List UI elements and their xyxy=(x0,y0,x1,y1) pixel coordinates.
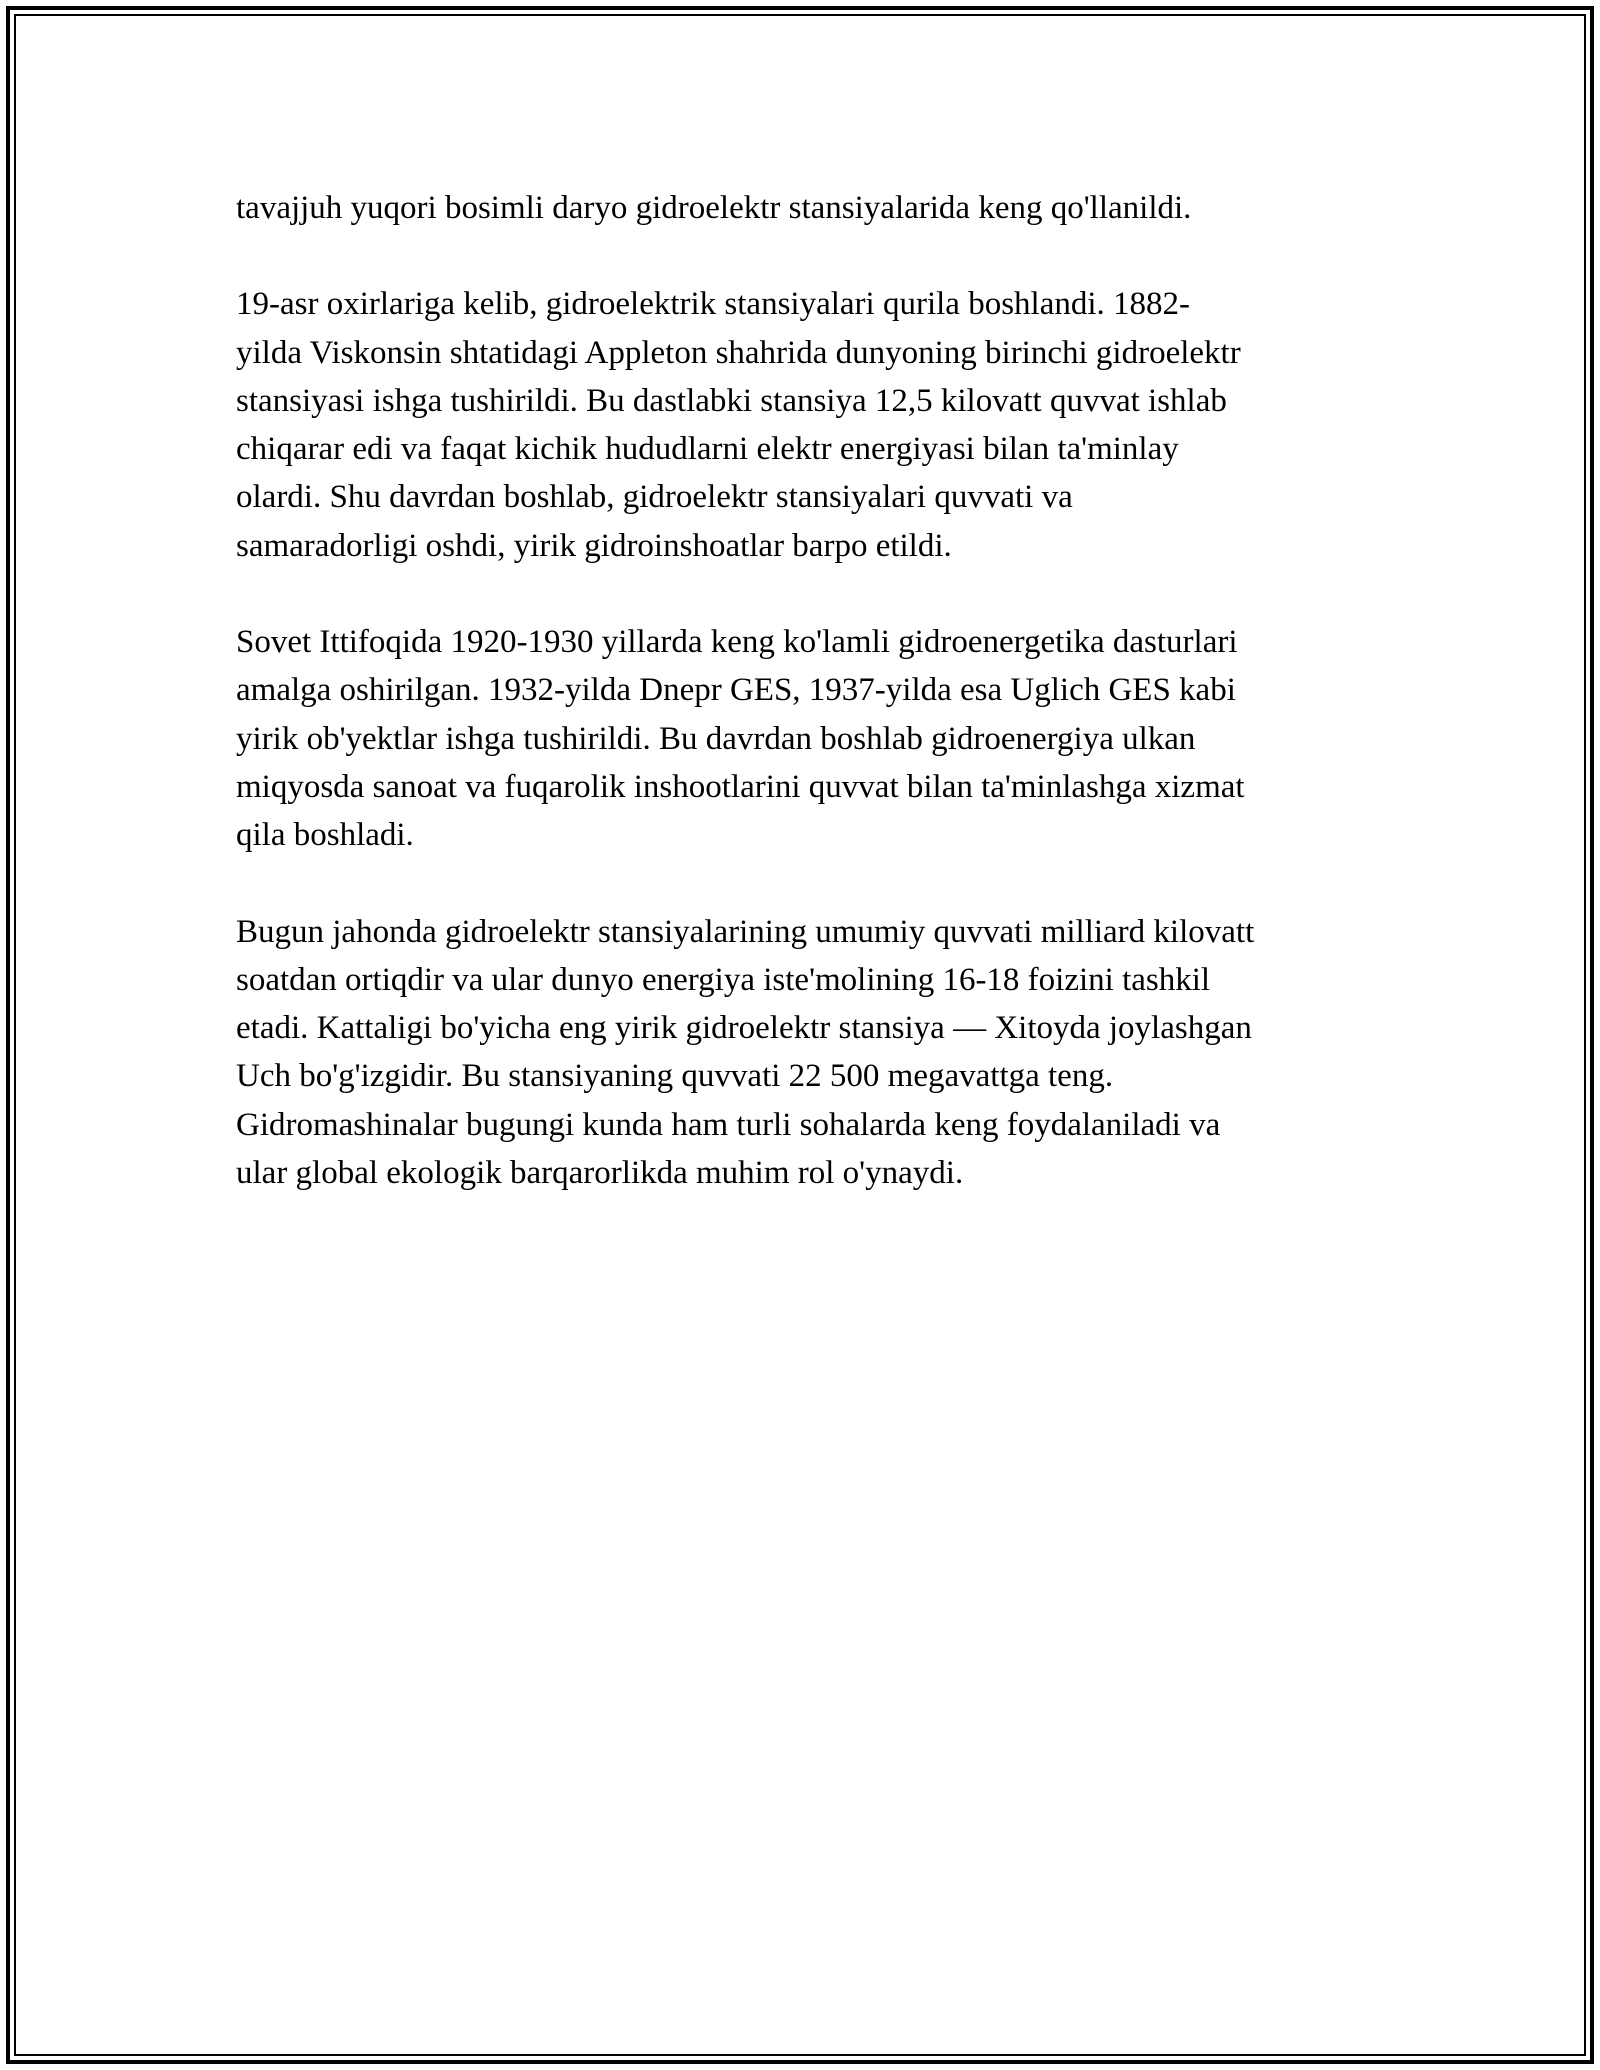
paragraph-history-1882: 19-asr oxirlariga kelib, gidroelektrik stansiyalari qurila boshlandi. 1882- yilda Viskonsin shtatidagi Appleton shahrida dunyoning birinchi gidroelektr stansiyasi ishga tushirildi. Bu dastlabki stansiya 12,5 kilovatt quvvat ishlab chiqarar edi va faqat kichik hududlarni elektr energiyasi bilan ta'minlay olardi. Shu davrdan boshlab, gidroelektr stansiyalari quvvati va samaradorligi oshdi, yirik gidroinshoatlar barpo etildi. xyxy=(236,286,1241,564)
paragraph-today: Bugun jahonda gidroelektr stansiyalarining umumiy quvvati milliard kilovatt soatdan ortiqdir va ular dunyo energiya iste'molining 16-18 foizini tashkil etadi. Kattaligi bo'yicha eng yirik gidroelektr stansiya — Xitoyda joylashgan Uch bo'g'izgidir. Bu stansiyaning quvvati 22 500 megavattga teng. Gidromashinalar bugungi kunda ham turli sohalarda keng foydalaniladi va ular global ekologik barqarorlikda muhim rol o'ynaydi. xyxy=(236,913,1255,1192)
paragraph-soviet-union: Sovet Ittifoqida 1920-1930 yillarda keng ko'lamli gidroenergetika dasturlari amalga oshirilgan. 1932-yilda Dnepr GES, 1937-yilda esa Uglich GES kabi yirik ob'yektlar ishga tushirildi. Bu davrdan boshlab gidroenergiya ulkan miqyosda sanoat va fuqarolik inshootlarini quvvat bilan ta'minlashga xizmat qila boshladi. xyxy=(236,624,1245,854)
document-body xyxy=(236,184,1372,1245)
paragraph-continuation: tavajjuh yuqori bosimli daryo gidroelektr stansiyalarida keng qo'llanildi. xyxy=(236,190,1192,226)
